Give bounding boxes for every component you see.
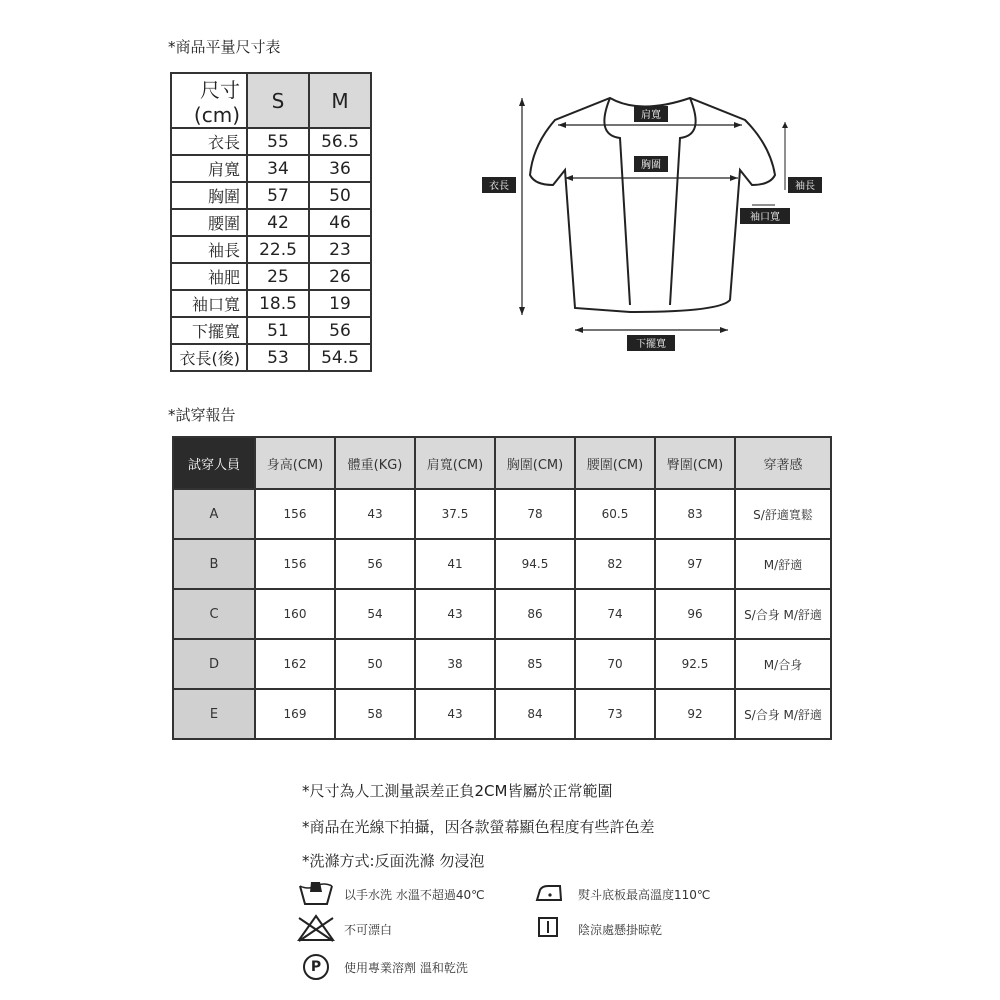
garment-outline bbox=[530, 98, 775, 312]
fit-person-cell: D bbox=[173, 639, 255, 689]
size-header-row bbox=[171, 73, 371, 128]
fit-cell: 73 bbox=[575, 689, 655, 739]
fit-header-cell: 體重(KG) bbox=[335, 437, 415, 489]
shade-dry-icon bbox=[538, 917, 558, 937]
size-cell: S bbox=[247, 73, 309, 128]
fit-person-cell: A bbox=[173, 489, 255, 539]
fit-header-cell: 臀圍(CM) bbox=[655, 437, 735, 489]
size-cell: 53 bbox=[247, 344, 309, 371]
size-row bbox=[171, 128, 371, 155]
size-row bbox=[171, 290, 371, 317]
fit-cell: 85 bbox=[495, 639, 575, 689]
fit-header-row bbox=[173, 437, 831, 489]
size-cell: 袖肥 bbox=[171, 263, 247, 290]
size-cell: 胸圍 bbox=[171, 182, 247, 209]
fit-cell: 43 bbox=[335, 489, 415, 539]
size-cell: 56 bbox=[309, 317, 371, 344]
cuff-label: 袖口寬 bbox=[750, 212, 780, 223]
fit-header-cell: 穿著感 bbox=[735, 437, 831, 489]
fit-cell: 92 bbox=[655, 689, 735, 739]
fit-cell: 92.5 bbox=[655, 639, 735, 689]
length-label: 衣長 bbox=[489, 181, 509, 192]
size-cell: 34 bbox=[247, 155, 309, 182]
fit-person-cell: E bbox=[173, 689, 255, 739]
fit-cell: 84 bbox=[495, 689, 575, 739]
care-shade-dry: 陰涼處懸掛晾乾 bbox=[578, 923, 663, 937]
fit-cell: 38 bbox=[415, 639, 495, 689]
size-cell: 22.5 bbox=[247, 236, 309, 263]
size-cell: 56.5 bbox=[309, 128, 371, 155]
chest-label: 胸圍 bbox=[641, 160, 661, 171]
fit-row bbox=[173, 589, 831, 639]
size-cell: 23 bbox=[309, 236, 371, 263]
dry-clean-letter: P bbox=[310, 959, 322, 975]
fit-header-cell: 身高(CM) bbox=[255, 437, 335, 489]
note-measurement: *尺寸為人工測量誤差正負2CM皆屬於正常範圍 bbox=[302, 782, 613, 800]
fit-cell: 86 bbox=[495, 589, 575, 639]
size-row bbox=[171, 317, 371, 344]
size-cell: 55 bbox=[247, 128, 309, 155]
size-cell: 25 bbox=[247, 263, 309, 290]
fit-cell: S/合身 M/舒適 bbox=[735, 689, 831, 739]
size-cell: 26 bbox=[309, 263, 371, 290]
fit-person-cell: C bbox=[173, 589, 255, 639]
fit-cell: 96 bbox=[655, 589, 735, 639]
sleeve-length-label: 袖長 bbox=[795, 181, 815, 192]
size-cell: 51 bbox=[247, 317, 309, 344]
fit-cell: 50 bbox=[335, 639, 415, 689]
fit-cell: 160 bbox=[255, 589, 335, 639]
size-chart-heading: *商品平量尺寸表 bbox=[168, 38, 281, 56]
fit-person-cell: B bbox=[173, 539, 255, 589]
size-cell: 18.5 bbox=[247, 290, 309, 317]
size-cell: 腰圍 bbox=[171, 209, 247, 236]
fit-cell: 94.5 bbox=[495, 539, 575, 589]
fit-cell: 74 bbox=[575, 589, 655, 639]
size-cell: 袖長 bbox=[171, 236, 247, 263]
fit-header-cell: 肩寬(CM) bbox=[415, 437, 495, 489]
fit-row bbox=[173, 539, 831, 589]
size-cell: 42 bbox=[247, 209, 309, 236]
note-washing: *洗滌方式:反面洗滌 勿浸泡 bbox=[302, 852, 485, 870]
size-cell: 57 bbox=[247, 182, 309, 209]
size-row bbox=[171, 155, 371, 182]
fit-row bbox=[173, 489, 831, 539]
fit-cell: 56 bbox=[335, 539, 415, 589]
no-bleach-icon bbox=[296, 913, 336, 943]
size-cell: 下擺寬 bbox=[171, 317, 247, 344]
dry-clean-icon bbox=[303, 954, 329, 980]
care-iron: 熨斗底板最高溫度110℃ bbox=[578, 888, 711, 902]
fit-cell: 156 bbox=[255, 489, 335, 539]
fit-cell: 83 bbox=[655, 489, 735, 539]
size-chart-table bbox=[170, 72, 372, 372]
fit-cell: 41 bbox=[415, 539, 495, 589]
size-cell: 46 bbox=[309, 209, 371, 236]
size-row bbox=[171, 236, 371, 263]
fit-cell: 78 bbox=[495, 489, 575, 539]
note-color: *商品在光線下拍攝，因各款螢幕顯色程度有些許色差 bbox=[302, 818, 655, 836]
fit-cell: 58 bbox=[335, 689, 415, 739]
size-row bbox=[171, 344, 371, 371]
iron-icon bbox=[534, 882, 564, 904]
size-cell: 19 bbox=[309, 290, 371, 317]
care-no-bleach: 不可漂白 bbox=[344, 923, 393, 937]
fit-cell: 70 bbox=[575, 639, 655, 689]
size-cell: 衣長 bbox=[171, 128, 247, 155]
fit-cell: 162 bbox=[255, 639, 335, 689]
fit-cell: S/合身 M/舒適 bbox=[735, 589, 831, 639]
fit-cell: 43 bbox=[415, 589, 495, 639]
fit-cell: 156 bbox=[255, 539, 335, 589]
size-row bbox=[171, 263, 371, 290]
fit-row bbox=[173, 689, 831, 739]
fit-cell: 60.5 bbox=[575, 489, 655, 539]
fit-row bbox=[173, 639, 831, 689]
size-cell: M bbox=[309, 73, 371, 128]
fit-cell: M/舒適 bbox=[735, 539, 831, 589]
fit-cell: 54 bbox=[335, 589, 415, 639]
size-cell: 50 bbox=[309, 182, 371, 209]
care-hand-wash: 以手水洗 水溫不超過40℃ bbox=[344, 888, 485, 902]
size-cell: 尺寸(cm) bbox=[171, 73, 247, 128]
shoulder-label: 肩寬 bbox=[641, 110, 661, 121]
fit-cell: M/合身 bbox=[735, 639, 831, 689]
fit-cell: 97 bbox=[655, 539, 735, 589]
size-cell: 54.5 bbox=[309, 344, 371, 371]
fit-report-table bbox=[172, 436, 832, 740]
hem-label: 下擺寬 bbox=[636, 339, 666, 350]
size-cell: 肩寬 bbox=[171, 155, 247, 182]
care-dry-clean: 使用專業溶劑 溫和乾洗 bbox=[344, 961, 468, 975]
garment-diagram bbox=[470, 90, 830, 355]
hand-wash-icon bbox=[298, 878, 334, 908]
size-row bbox=[171, 209, 371, 236]
size-cell: 36 bbox=[309, 155, 371, 182]
fit-cell: S/舒適寬鬆 bbox=[735, 489, 831, 539]
fit-cell: 82 bbox=[575, 539, 655, 589]
fit-cell: 37.5 bbox=[415, 489, 495, 539]
fit-header-cell: 腰圍(CM) bbox=[575, 437, 655, 489]
size-row bbox=[171, 182, 371, 209]
size-cell: 袖口寬 bbox=[171, 290, 247, 317]
fit-header-cell: 試穿人員 bbox=[173, 437, 255, 489]
size-cell: 衣長(後) bbox=[171, 344, 247, 371]
fit-report-heading: *試穿報告 bbox=[168, 406, 236, 424]
fit-cell: 169 bbox=[255, 689, 335, 739]
fit-header-cell: 胸圍(CM) bbox=[495, 437, 575, 489]
fit-cell: 43 bbox=[415, 689, 495, 739]
